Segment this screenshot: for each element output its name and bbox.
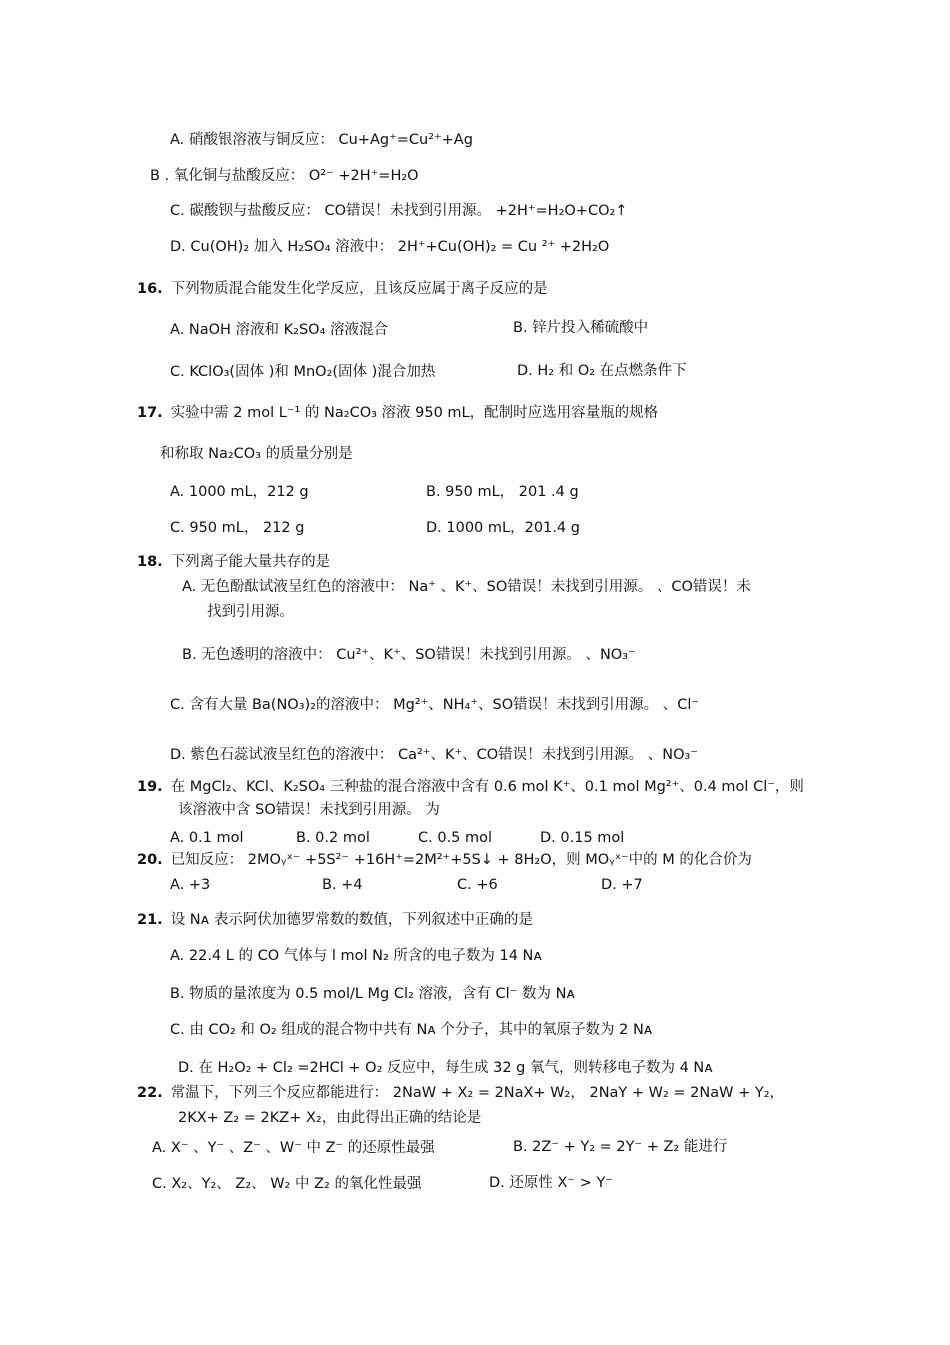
q22-option-d: D. 还原性 X⁻ > Y⁻ xyxy=(489,1175,613,1191)
q21-stem-line xyxy=(137,910,533,930)
q22-option-a: A. X⁻ 、Y⁻ 、Z⁻ 、W⁻ 中 Z⁻ 的还原性最强 xyxy=(152,1140,435,1156)
q21-option-b: B. 物质的量浓度为 0.5 mol/L Mg Cl₂ 溶液，含有 Cl⁻ 数为 Nᴀ xyxy=(170,986,576,1002)
q20-stem-line xyxy=(137,850,752,870)
q18-stem-line xyxy=(137,552,330,572)
q18-option-d: D. 紫色石蕊试液呈红色的溶液中： Ca²⁺、K⁺、CO错误！未找到引用源。 、NO₃⁻ xyxy=(170,747,699,763)
q21-stem: 设 Nᴀ 表示阿伏加德罗常数的数值，下列叙述中正确的是 xyxy=(170,912,533,928)
q19-stem: 在 MgCl₂、KCl、K₂SO₄ 三种盐的混合溶液中含有 0.6 mol K⁺、0.1 mol Mg²⁺、0.4 mol Cl⁻，则 xyxy=(170,779,804,795)
q15-option-d: D. Cu(OH)₂ 加入 H₂SO₄ 溶液中： 2H⁺+Cu(OH)₂ = Cu ²⁺ +2H₂O xyxy=(170,239,610,255)
q15-option-b: B . 氧化铜与盐酸反应： O²⁻ +2H⁺=H₂O xyxy=(150,168,419,184)
q20-option-c: C. +6 xyxy=(457,877,498,893)
q22-number: 22. xyxy=(137,1085,163,1101)
q16-stem-line xyxy=(137,279,548,299)
q16-option-d: D. H₂ 和 O₂ 在点燃条件下 xyxy=(517,363,687,379)
q16-option-b: B. 锌片投入稀硫酸中 xyxy=(513,320,649,336)
q15-option-c: C. 碳酸钡与盐酸反应： CO错误！未找到引用源。 +2H⁺=H₂O+CO₂↑ xyxy=(170,203,628,219)
q22-option-c: C. X₂、Y₂、 Z₂、 W₂ 中 Z₂ 的氧化性最强 xyxy=(152,1176,422,1192)
q19-option-d: D. 0.15 mol xyxy=(540,830,625,846)
q17-option-b: B. 950 mL， 201 .4 g xyxy=(426,484,579,500)
q15-option-a: A. 硝酸银溶液与铜反应： Cu+Ag⁺=Cu²⁺+Ag xyxy=(170,132,473,148)
q17-option-c: C. 950 mL， 212 g xyxy=(170,520,305,536)
q17-number: 17. xyxy=(137,405,163,421)
q20-number: 20. xyxy=(137,852,163,868)
q20-option-b: B. +4 xyxy=(322,877,363,893)
q19-number: 19. xyxy=(137,779,163,795)
q16-option-a: A. NaOH 溶液和 K₂SO₄ 溶液混合 xyxy=(170,322,389,338)
q22-stem: 常温下，下列三个反应都能进行： 2NaW + X₂ = 2NaX+ W₂， 2NaY + W₂ = 2NaW + Y₂， xyxy=(170,1085,785,1101)
q22-stem-line xyxy=(137,1083,784,1103)
q18-option-b: B. 无色透明的溶液中： Cu²⁺、K⁺、SO错误！未找到引用源。 、NO₃⁻ xyxy=(182,647,636,663)
q20-option-a: A. +3 xyxy=(170,877,211,893)
q16-option-c: C. KClO₃(固体 )和 MnO₂(固体 )混合加热 xyxy=(170,364,436,380)
q19-stem-continued: 该溶液中含 SO错误！未找到引用源。 为 xyxy=(178,802,440,818)
q21-option-d: D. 在 H₂O₂ + Cl₂ =2HCl + O₂ 反应中，每生成 32 g 氧气，则转移电子数为 4 Nᴀ xyxy=(178,1060,713,1076)
q22-stem-continued: 2KX+ Z₂ = 2KZ+ X₂，由此得出正确的结论是 xyxy=(178,1110,482,1126)
q20-stem: 已知反应： 2MOᵧˣ⁻ +5S²⁻ +16H⁺=2M²⁺+5S↓ + 8H₂O，则 MOᵧˣ⁻中的 M 的化合价为 xyxy=(170,852,752,868)
q20-option-d: D. +7 xyxy=(601,877,643,893)
q21-number: 21. xyxy=(137,912,163,928)
q17-stem-continued: 和称取 Na₂CO₃ 的质量分别是 xyxy=(160,446,353,462)
q19-option-c: C. 0.5 mol xyxy=(418,830,493,846)
q21-option-a: A. 22.4 L 的 CO 气体与 l mol N₂ 所含的电子数为 14 Nᴀ xyxy=(170,948,542,964)
q18-option-a: A. 无色酚酞试液呈红色的溶液中： Na⁺ 、K⁺、SO错误！未找到引用源。 、CO错误！未 xyxy=(182,579,751,595)
q18-stem: 下列离子能大量共存的是 xyxy=(170,554,331,570)
q17-stem-line xyxy=(137,403,658,423)
q18-option-a-continued: 找到引用源。 xyxy=(207,604,294,620)
q16-number: 16. xyxy=(137,281,163,297)
q19-option-b: B. 0.2 mol xyxy=(296,830,370,846)
q21-option-c: C. 由 CO₂ 和 O₂ 组成的混合物中共有 Nᴀ 个分子，其中的氧原子数为 2 Nᴀ xyxy=(170,1022,653,1038)
q17-option-d: D. 1000 mL，201.4 g xyxy=(426,520,580,536)
q17-stem: 实验中需 2 mol L⁻¹ 的 Na₂CO₃ 溶液 950 mL，配制时应选用容量瓶的规格 xyxy=(170,405,659,421)
q16-stem: 下列物质混合能发生化学反应，且该反应属于离子反应的是 xyxy=(170,281,548,297)
q17-option-a: A. 1000 mL，212 g xyxy=(170,484,309,500)
q19-option-a: A. 0.1 mol xyxy=(170,830,244,846)
q18-option-c: C. 含有大量 Ba(NO₃)₂的溶液中： Mg²⁺、NH₄⁺、SO错误！未找到引用源。 、Cl⁻ xyxy=(170,697,700,713)
q18-number: 18. xyxy=(137,554,163,570)
q19-stem-line xyxy=(137,777,804,797)
q22-option-b: B. 2Z⁻ + Y₂ = 2Y⁻ + Z₂ 能进行 xyxy=(513,1139,728,1155)
